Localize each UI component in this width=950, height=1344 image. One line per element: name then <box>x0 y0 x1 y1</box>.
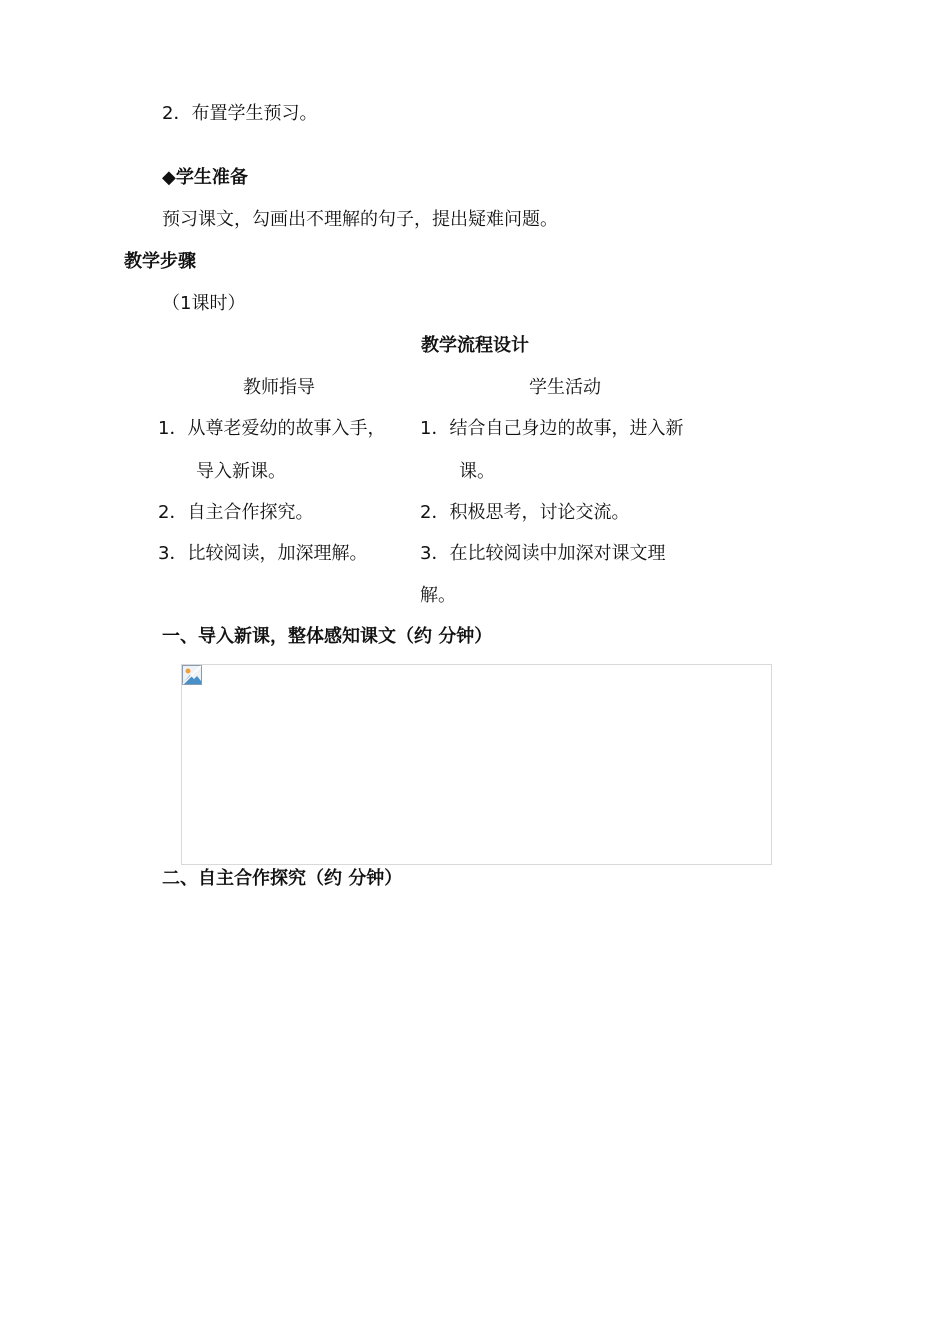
section-one-heading: 一、导入新课，整体感知课文（约 分钟） <box>162 626 493 647</box>
section-two-heading: 二、自主合作探究（约 分钟） <box>162 868 403 889</box>
student-item-2: 2．积极思考，讨论交流。 <box>420 502 630 523</box>
teacher-item-1-line2: 导入新课。 <box>196 461 286 482</box>
col-teacher-header: 教师指导 <box>243 377 315 398</box>
student-item-1-line1: 1．结合自己身边的故事，进入新 <box>420 418 684 439</box>
student-item-3-line1: 3．在比较阅读中加深对课文理 <box>420 543 666 564</box>
image-placeholder <box>181 664 772 865</box>
col-student-header: 学生活动 <box>529 377 601 398</box>
student-prep-text: 预习课文，勾画出不理解的句子，提出疑难问题。 <box>162 209 558 230</box>
student-item-3-line2: 解。 <box>420 585 456 606</box>
steps-duration: （1课时） <box>162 293 246 314</box>
prep-item-2: 2．布置学生预习。 <box>162 103 318 124</box>
teacher-item-3: 3．比较阅读，加深理解。 <box>158 543 368 564</box>
flow-title: 教学流程设计 <box>421 335 529 356</box>
teacher-item-1-line1: 1．从尊老爱幼的故事入手， <box>158 418 386 439</box>
broken-image-icon <box>182 665 202 685</box>
steps-heading: 教学步骤 <box>124 251 196 272</box>
student-item-1-line2: 课。 <box>459 461 495 482</box>
teacher-item-2: 2．自主合作探究。 <box>158 502 314 523</box>
student-prep-heading: ◆学生准备 <box>162 167 248 188</box>
